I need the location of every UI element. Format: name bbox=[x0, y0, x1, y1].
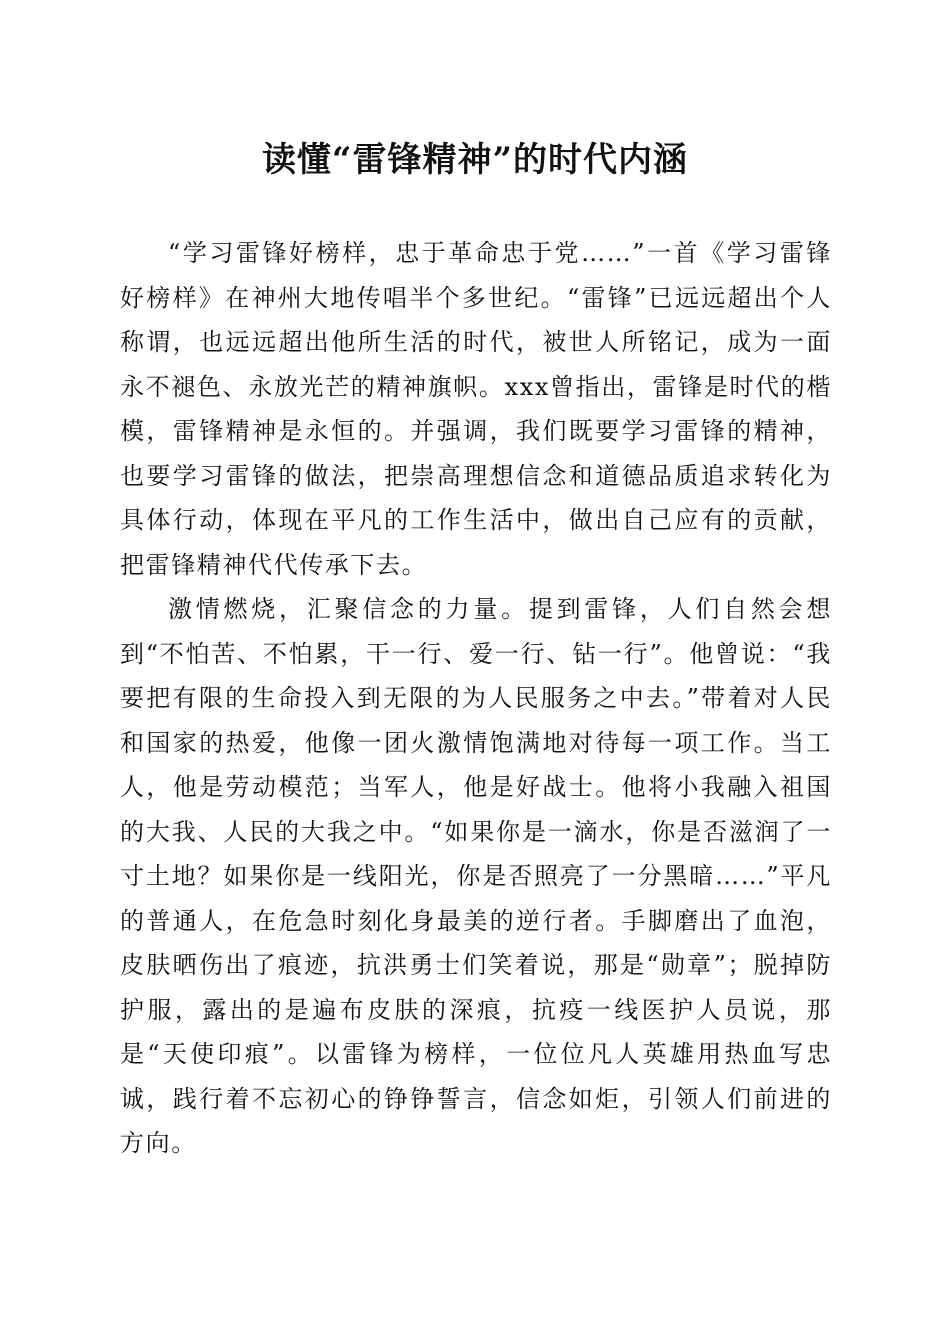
document-title: 读懂“雷锋精神”的时代内涵 bbox=[261, 140, 689, 180]
document-body bbox=[120, 231, 832, 1166]
paragraph-2: 激情燃烧，汇聚信念的力量。提到雷锋，人们自然会想到“不怕苦、不怕累，干一行、爱一行、钻一行”。他曾说：“我要把有限的生命投入到无限的为人民服务之中去。”带着对人民和国家的热爱，他像一团火激情饱满地对待每一项工作。当工人，他是劳动模范；当军人，他是好战士。他将小我融入祖国的大我、人民的大我之中。“如果你是一滴水，你是否滋润了一寸土地？如果你是一线阳光，你是否照亮了一分黑暗……”平凡的普通人，在危急时刻化身最美的逆行者。手脚磨出了血泡，皮肤晒伤出了痕迹，抗洪勇士们笑着说，那是“勋章”；脱掉防护服，露出的是遍布皮肤的深痕，抗疫一线医护人员说，那是“天使印痕”。以雷锋为榜样，一位位凡人英雄用热血写忠诚，践行着不忘初心的铮铮誓言，信念如炬，引领人们前进的方向。 bbox=[120, 595, 832, 1157]
paragraph-1: “学习雷锋好榜样，忠于革命忠于党……”一首《学习雷锋好榜样》在神州大地传唱半个多世纪。“雷锋”已远远超出个人称谓，也远远超出他所生活的时代，被世人所铭记，成为一面永不褪色、永放光芒的精神旗帜。xxx曾指出，雷锋是时代的楷模，雷锋精神是永恒的。并强调，我们既要学习雷锋的精神，也要学习雷锋的做法，把崇高理想信念和道德品质追求转化为具体行动，体现在平凡的工作生活中，做出自己应有的贡献，把雷锋精神代代传承下去。 bbox=[120, 239, 832, 579]
